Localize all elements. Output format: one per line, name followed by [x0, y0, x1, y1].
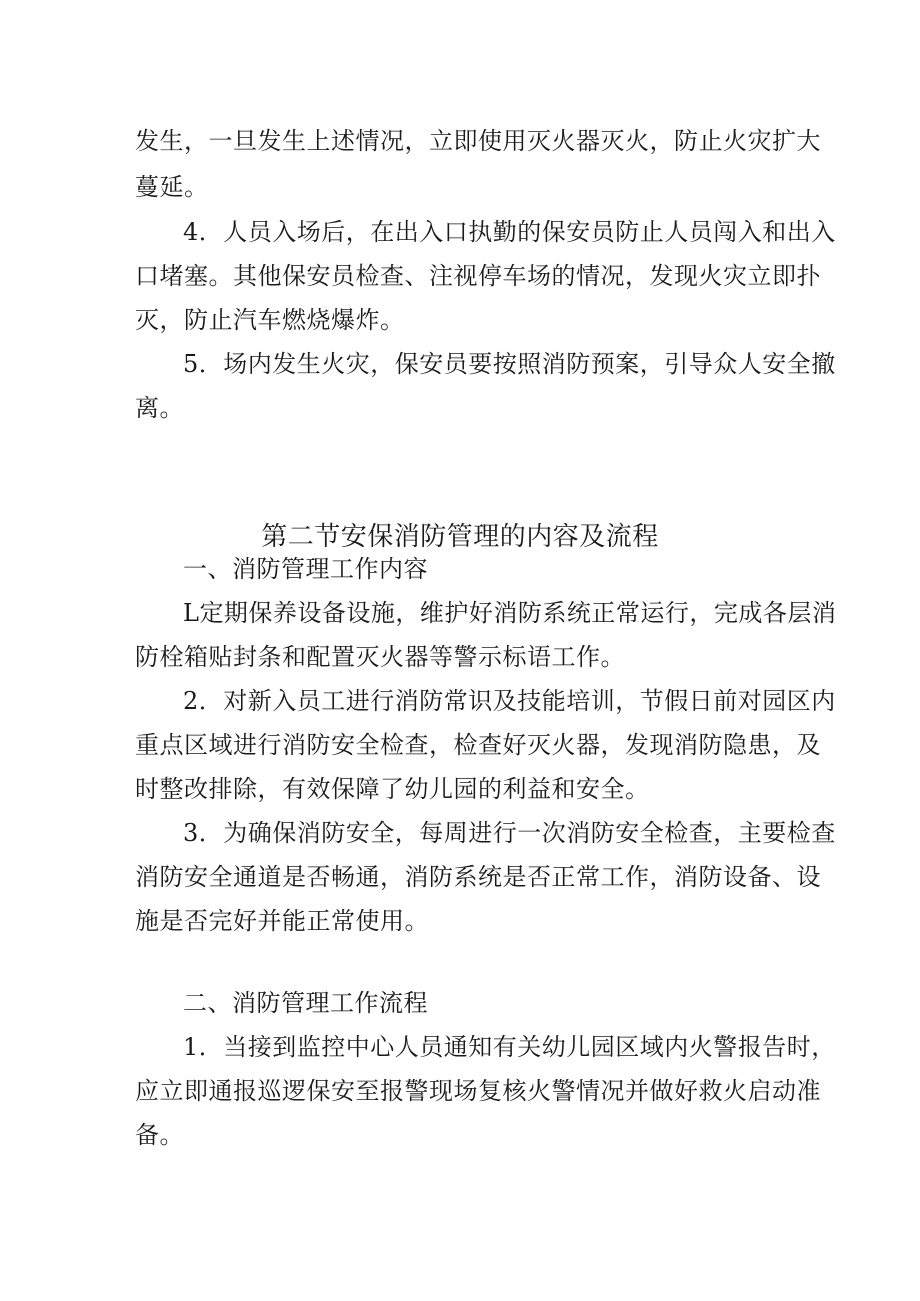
text-line: 3．为确保消防安全，每周进行一次消防安全检查，主要检查 — [183, 819, 836, 847]
text-line: 应立即通报巡逻保安至报警现场复核火警情况并做好救火启动准 — [135, 1077, 821, 1105]
text-line: 灭，防止汽车燃烧爆炸。 — [135, 306, 405, 334]
text-line: 时整改排除，有效保障了幼儿园的利益和安全。 — [135, 775, 650, 803]
section-title: 第二节安保消防管理的内容及流程 — [261, 522, 659, 552]
text-line: 发生，一旦发生上述情况，立即使用灭火器灭火，防止火灾扩大 — [135, 127, 821, 155]
text-line: 口堵塞。其他保安员检查、注视停车场的情况，发现火灾立即扑 — [135, 262, 821, 290]
text-line: 消防安全通道是否畅通，消防系统是否正常工作，消防设备、设 — [135, 863, 821, 891]
text-line: 1．当接到监控中心人员通知有关幼儿园区域内火警报告时， — [183, 1033, 836, 1061]
text-line: 防栓箱贴封条和配置灭火器等警示标语工作。 — [135, 643, 625, 671]
text-line: 5．场内发生火灾，保安员要按照消防预案，引导众人安全撤 — [183, 350, 836, 378]
text-line: 重点区域进行消防安全检查，检查好灭火器，发现消防隐患，及 — [135, 731, 821, 759]
text-line: L定期保养设备设施，维护好消防系统正常运行，完成各层消 — [183, 599, 837, 627]
text-line: 2．对新入员工进行消防常识及技能培训，节假日前对园区内 — [183, 687, 836, 715]
subheading: 二、消防管理工作流程 — [183, 989, 428, 1017]
text-line: 备。 — [135, 1121, 184, 1149]
text-line: 离。 — [135, 394, 184, 422]
subheading: 一、消防管理工作内容 — [183, 555, 428, 583]
text-line: 施是否完好并能正常使用。 — [135, 907, 429, 935]
text-line: 4．人员入场后，在出入口执勤的保安员防止人员闯入和出入 — [183, 218, 836, 246]
text-line: 蔓延。 — [135, 173, 209, 201]
